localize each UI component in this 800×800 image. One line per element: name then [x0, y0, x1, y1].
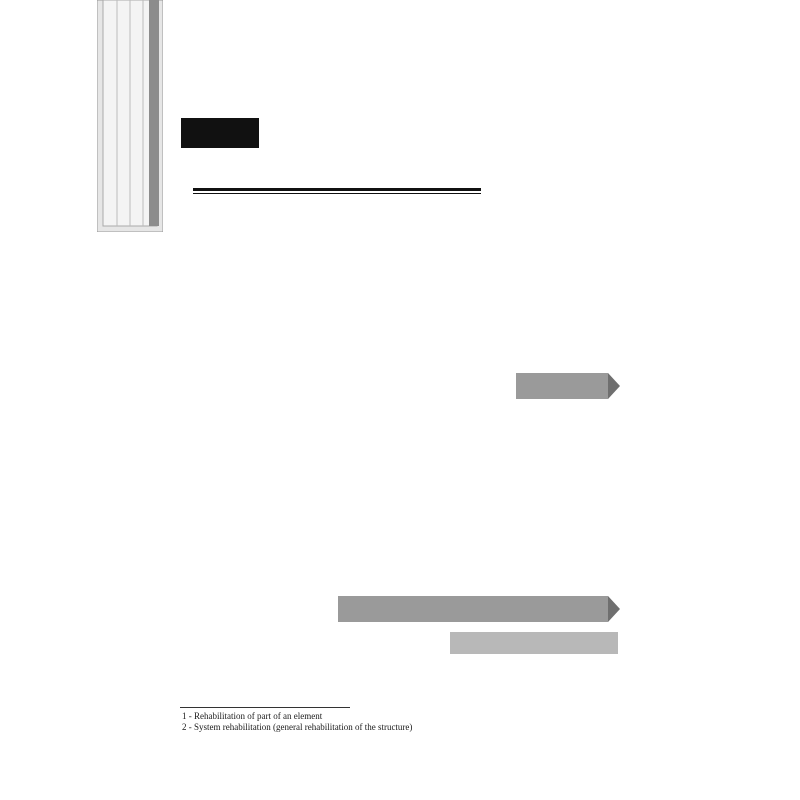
chapter-decoration-graphic	[97, 0, 163, 232]
section-heading-arrow	[608, 596, 620, 622]
subsection-heading-2-1	[450, 632, 618, 654]
footnote-divider	[180, 707, 350, 708]
title-underline-thin	[193, 193, 481, 194]
section-heading-arrow	[608, 373, 620, 399]
footnote-2: 2 - System rehabilitation (general rehabilitation of the structure)	[182, 722, 413, 732]
section-heading-intro	[516, 373, 608, 399]
footnote-1: 1 - Rehabilitation of part of an element	[182, 711, 323, 721]
chapter-label	[181, 118, 259, 148]
title-underline	[193, 188, 481, 191]
section-heading-2	[338, 596, 608, 622]
